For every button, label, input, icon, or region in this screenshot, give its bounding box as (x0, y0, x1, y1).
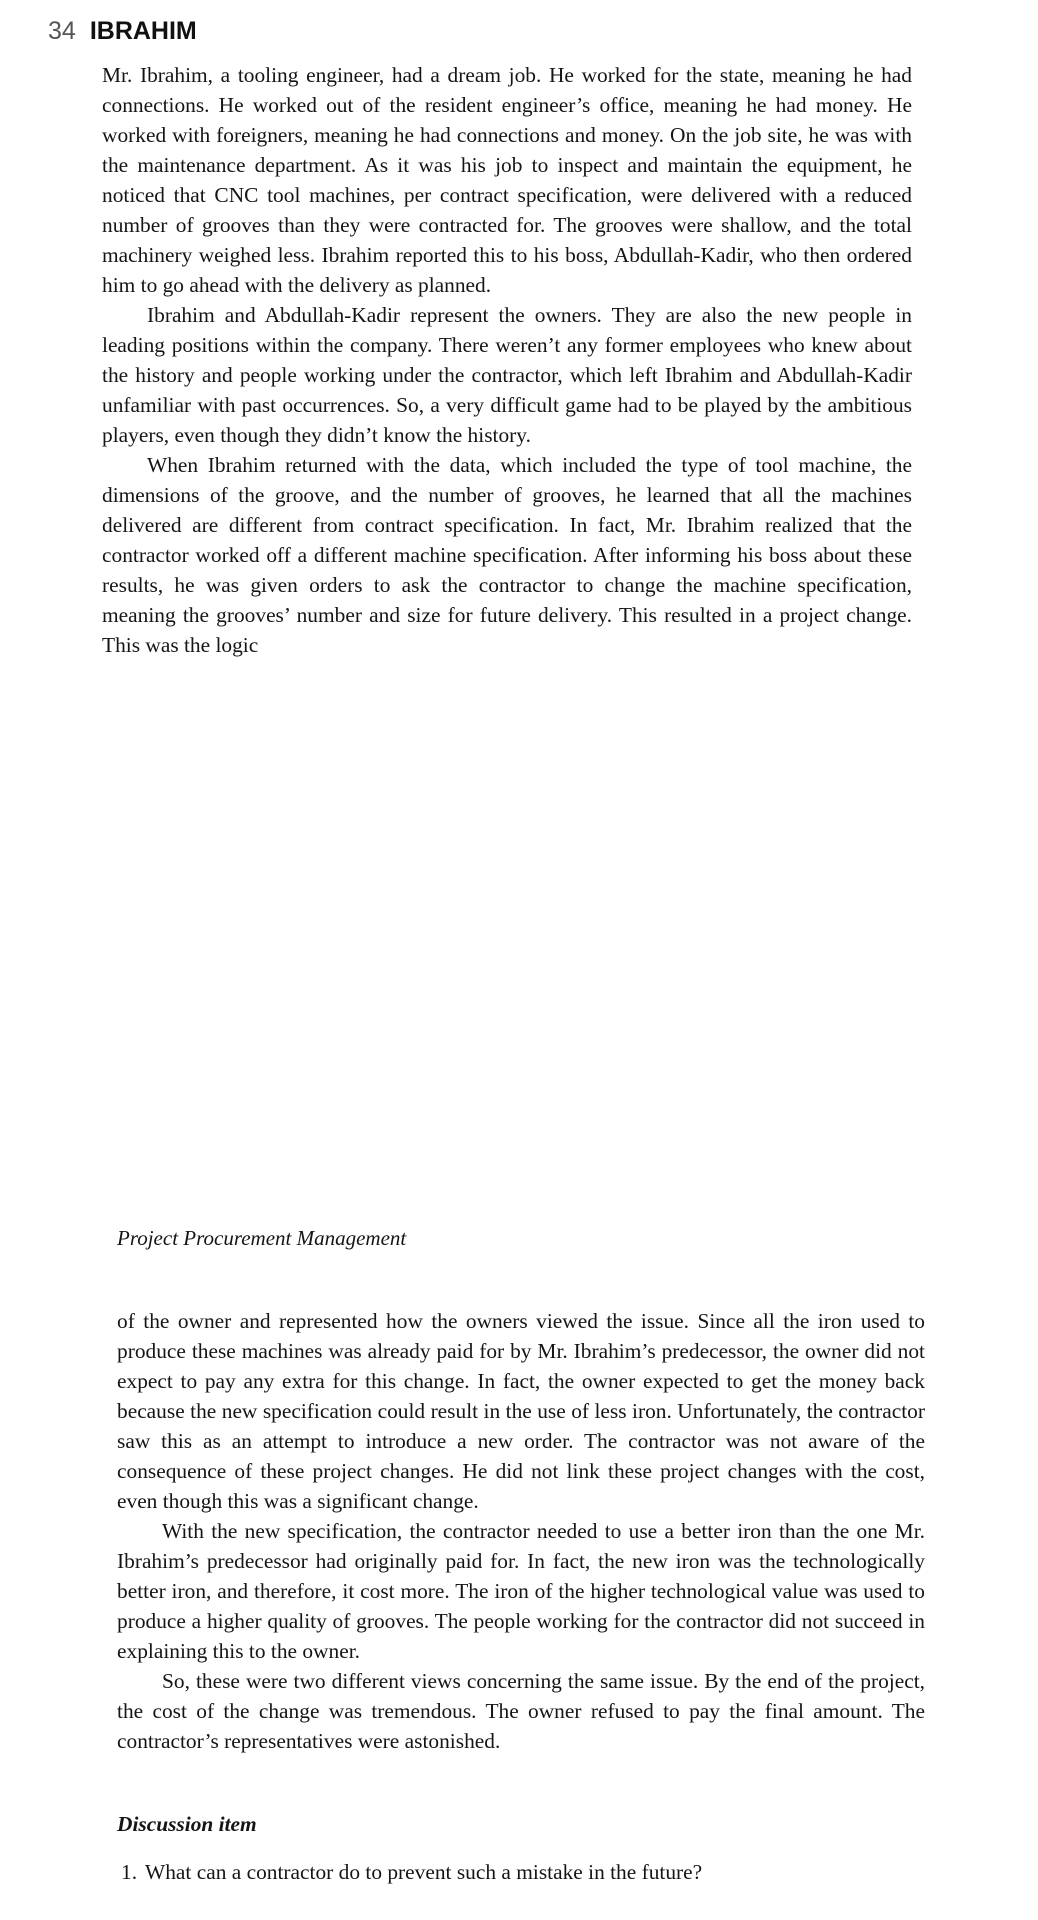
case-text-part-1 (102, 60, 912, 660)
paragraph: Ibrahim and Abdullah-Kadir represent the owners. They are also the new people in leading positions within the company. There weren’t any former employees who knew about the history and people working under the contractor, which left Ibrahim and Abdullah-Kadir unfamiliar with past occurrences. So, a very difficult game had to be played by the ambitious players, even though they didn’t know the history. (102, 303, 912, 447)
paragraph: When Ibrahim returned with the data, which included the type of tool machine, the dimensions of the groove, and the number of grooves, he learned that all the machines delivered are different from contract specification. In fact, Mr. Ibrahim realized that the contractor worked off a different machine specification. After informing his boss about these results, he was given orders to ask the contractor to change the machine specification, meaning the grooves’ number and size for future delivery. This resulted in a project change. This was the logic (102, 453, 912, 657)
running-title: Project Procurement Management (117, 1226, 407, 1250)
discussion-question (121, 1857, 702, 1887)
chapter-title: IBRAHIM (89, 17, 197, 45)
question-number: 1. (121, 1860, 138, 1884)
question-text: What can a contractor do to prevent such a mistake in the future? (145, 1860, 703, 1884)
page-number: 34 (48, 17, 76, 45)
paragraph: So, these were two different views concerning the same issue. By the end of the project, the cost of the change was tremendous. The owner refused to pay the final amount. The contractor’s representatives were astonished. (117, 1669, 925, 1753)
discussion-heading: Discussion item (117, 1812, 257, 1836)
paragraph: of the owner and represented how the owners viewed the issue. Since all the iron used to produce these machines was already paid for by Mr. Ibrahim’s predecessor, the owner did not expect to pay any extra for this change. In fact, the owner expected to get the money back because the new specification could result in the use of less iron. Unfortunately, the contractor saw this as an attempt to introduce a new order. The contractor was not aware of the consequence of these project changes. He did not link these project changes with the cost, even though this was a significant change. (117, 1309, 925, 1513)
paragraph: Mr. Ibrahim, a tooling engineer, had a dream job. He worked for the state, meaning he had connections. He worked out of the resident engineer’s office, meaning he had money. He worked with foreigners, meaning he had connections and money. On the job site, he was with the maintenance department. As it was his job to inspect and maintain the equipment, he noticed that CNC tool machines, per contract specification, were delivered with a reduced number of grooves than they were contracted for. The grooves were shallow, and the total machinery weighed less. Ibrahim reported this to his boss, Abdullah-Kadir, who then ordered him to go ahead with the delivery as planned. (102, 63, 912, 297)
paragraph: With the new specification, the contractor needed to use a better iron than the one Mr. Ibrahim’s predecessor had originally paid for. In fact, the new iron was the technologically better iron, and therefore, it cost more. The iron of the higher technological value was used to produce a higher quality of grooves. The people working for the contractor did not succeed in explaining this to the owner. (117, 1519, 925, 1663)
chapter-header (48, 14, 197, 48)
case-text-part-2 (117, 1306, 925, 1756)
